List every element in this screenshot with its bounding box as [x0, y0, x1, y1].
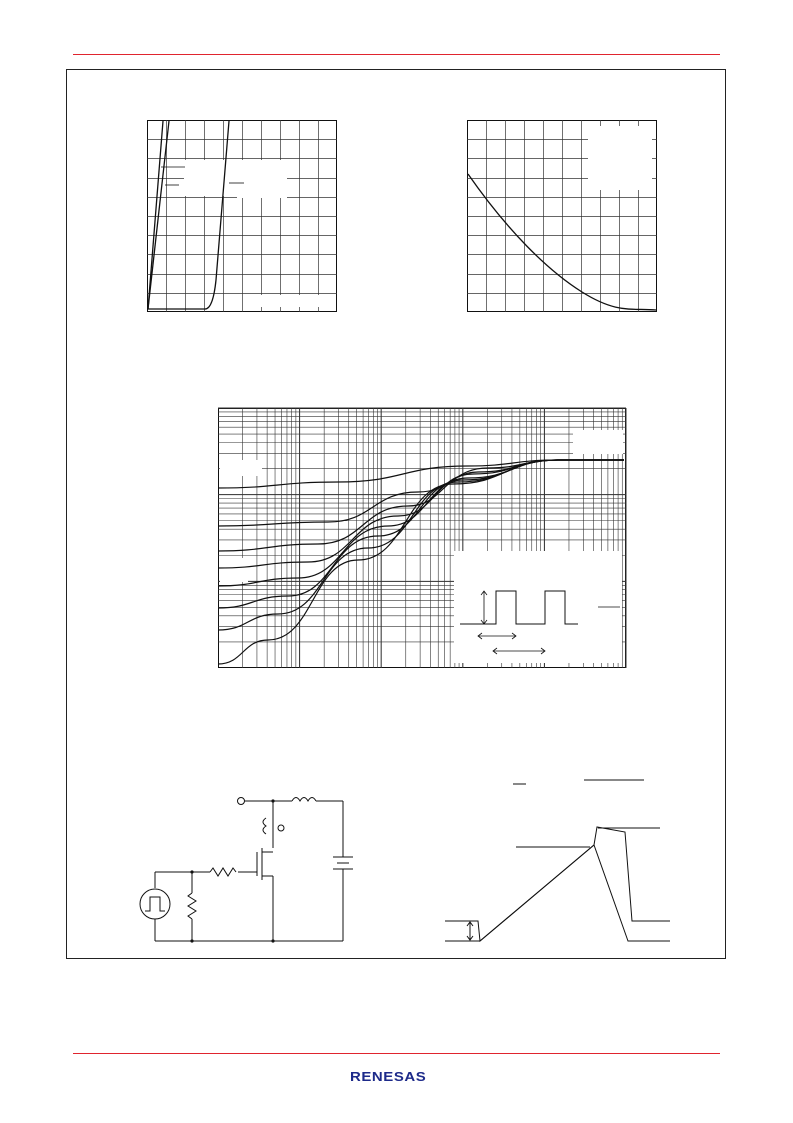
label-mask [184, 160, 240, 196]
fc-grid-border [148, 121, 337, 312]
label-mask [454, 551, 622, 663]
label-mask [588, 126, 652, 190]
dc-curve [468, 174, 656, 310]
label-mask [220, 558, 248, 582]
label-mask [573, 430, 623, 454]
probe-terminal [278, 825, 284, 831]
transient-thermal-impedance-chart [218, 408, 626, 668]
pulse-generator [140, 889, 170, 919]
tt-curve-3 [218, 460, 624, 551]
header-rule [73, 54, 720, 55]
label-mask [220, 460, 262, 476]
inductor-coil [292, 798, 316, 802]
label-mask [258, 295, 322, 307]
voltage-trace [445, 827, 670, 941]
pulse-symbol [145, 897, 165, 911]
supply-terminal [238, 798, 245, 805]
probe-coil [263, 818, 266, 834]
forward-characteristic-chart [147, 120, 337, 312]
tt-curve-1 [218, 460, 624, 488]
avalanche-waveform [440, 770, 680, 950]
decay-curve-chart [467, 120, 657, 312]
renesas-logo: RENESAS [350, 1069, 427, 1084]
gate-resistor [210, 868, 236, 876]
switching-test-circuit [130, 790, 360, 950]
shunt-resistor [188, 893, 196, 919]
label-mask [237, 160, 287, 198]
fc-curve-2 [148, 121, 169, 309]
footer-rule [73, 1053, 720, 1054]
fc-curve-1 [148, 121, 163, 309]
